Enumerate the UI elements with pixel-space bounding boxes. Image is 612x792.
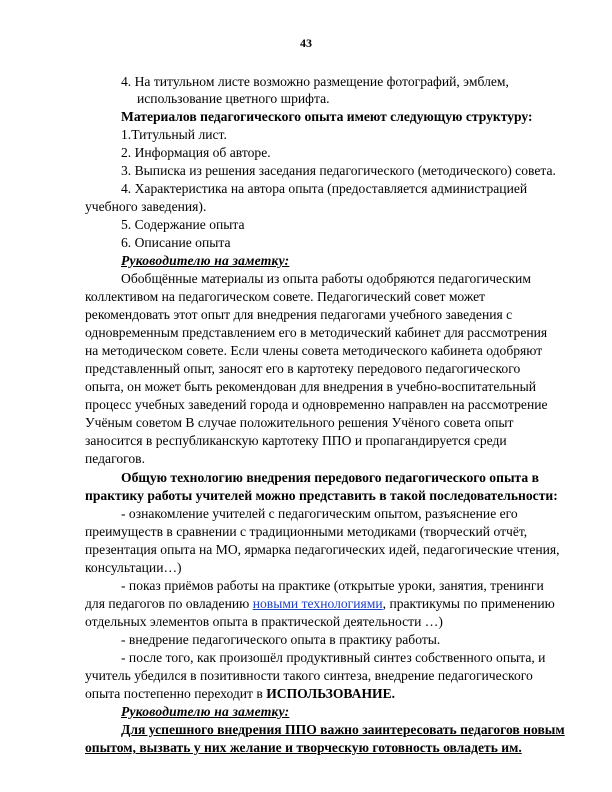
- paragraph-line: отдельных элементов опыта в практической деятельности …): [85, 614, 443, 629]
- structure-heading: Материалов педагогического опыта имеют следующую структуру:: [121, 109, 533, 124]
- structure-item: 2. Информация об авторе.: [121, 145, 271, 160]
- paragraph-line: - показ приёмов работы на практике (открытые уроки, занятия, тренинги: [121, 578, 544, 593]
- technology-heading-line2: практику работы учителей можно представить в такой последовательности:: [85, 488, 558, 503]
- note-line: Для успешного внедрения ППО важно заинтересовать педагогов новым: [121, 722, 565, 737]
- paragraph-line: консультации…): [85, 560, 182, 575]
- structure-item: 6. Описание опыта: [121, 235, 231, 250]
- paragraph-line: учитель убедился в позитивности такого синтеза, внедрение педагогического: [85, 668, 533, 683]
- text-span: опыта постепенно переходит в: [85, 686, 267, 701]
- paragraph-line: - после того, как произошёл продуктивный синтез собственного опыта, и: [121, 650, 546, 665]
- new-technologies-link[interactable]: новыми технологиями: [252, 596, 383, 611]
- note-line: педагогов.: [85, 451, 145, 466]
- note-line: опытом, вызвать у них желание и творческую готовность овладеть им.: [85, 740, 522, 755]
- note-line: коллективом на педагогическом совете. Педагогический совет может: [85, 289, 486, 304]
- usage-emphasis: ИСПОЛЬЗОВАНИЕ.: [266, 686, 396, 701]
- paragraph-line: - внедрение педагогического опыта в практику работы.: [121, 632, 441, 647]
- page-number: 43: [300, 36, 312, 50]
- structure-item: 5. Содержание опыта: [121, 217, 245, 232]
- note-line: рекомендовать этот опыт для внедрения педагогами учебного заведения с: [85, 307, 513, 322]
- note-line: процесс учебных заведений города и одновременно направлен на рассмотрение: [85, 397, 548, 412]
- structure-item: 4. Характеристика на автора опыта (предоставляется администрацией: [121, 181, 528, 196]
- paragraph-line: преимуществ в сравнении с традиционными методиками (творческий отчёт,: [85, 524, 528, 539]
- text-span: для педагогов по овладению: [85, 596, 253, 611]
- note-line: на методическом совете. Если члены совета методического кабинета одобряют: [85, 343, 543, 358]
- note-line: Учёным советом В случае положительного решения Учёного совета опыт: [85, 415, 514, 430]
- paragraph-line: [85, 595, 555, 612]
- note-line: опыта, он может быть рекомендован для внедрения в учебно-воспитательный: [85, 379, 537, 394]
- note-line: заносится в республиканскую картотеку ППО и пропагандируется среди: [85, 433, 507, 448]
- note-title: Руководителю на заметку:: [121, 704, 290, 719]
- note-line: представленный опыт, заносят его в картотеку передового педагогического: [85, 361, 521, 376]
- paragraph-line: - ознакомление учителей с педагогическим опытом, разъяснение его: [121, 506, 518, 521]
- item4-line2: использование цветного шрифта.: [137, 91, 330, 106]
- technology-heading-line1: Общую технологию внедрения передового педагогического опыта в: [121, 470, 539, 485]
- note-title: Руководителю на заметку:: [121, 253, 290, 268]
- paragraph-line: презентация опыта на МО, ярмарка педагогических идей, педагогические чтения,: [85, 542, 560, 557]
- structure-item: 1.Титульный лист.: [121, 127, 227, 142]
- text-span: , практикумы по применению: [382, 596, 555, 611]
- note-line: Обобщённые материалы из опыта работы одобряются педагогическим: [121, 271, 531, 286]
- structure-item: учебного заведения).: [85, 199, 207, 214]
- structure-item: 3. Выписка из решения заседания педагогического (методического) совета.: [121, 163, 556, 178]
- paragraph-line: [85, 685, 395, 702]
- item4-line1: 4. На титульном листе возможно размещение фотографий, эмблем,: [121, 74, 509, 89]
- note-line: одновременным представлением его в методический кабинет для рассмотрения: [85, 325, 548, 340]
